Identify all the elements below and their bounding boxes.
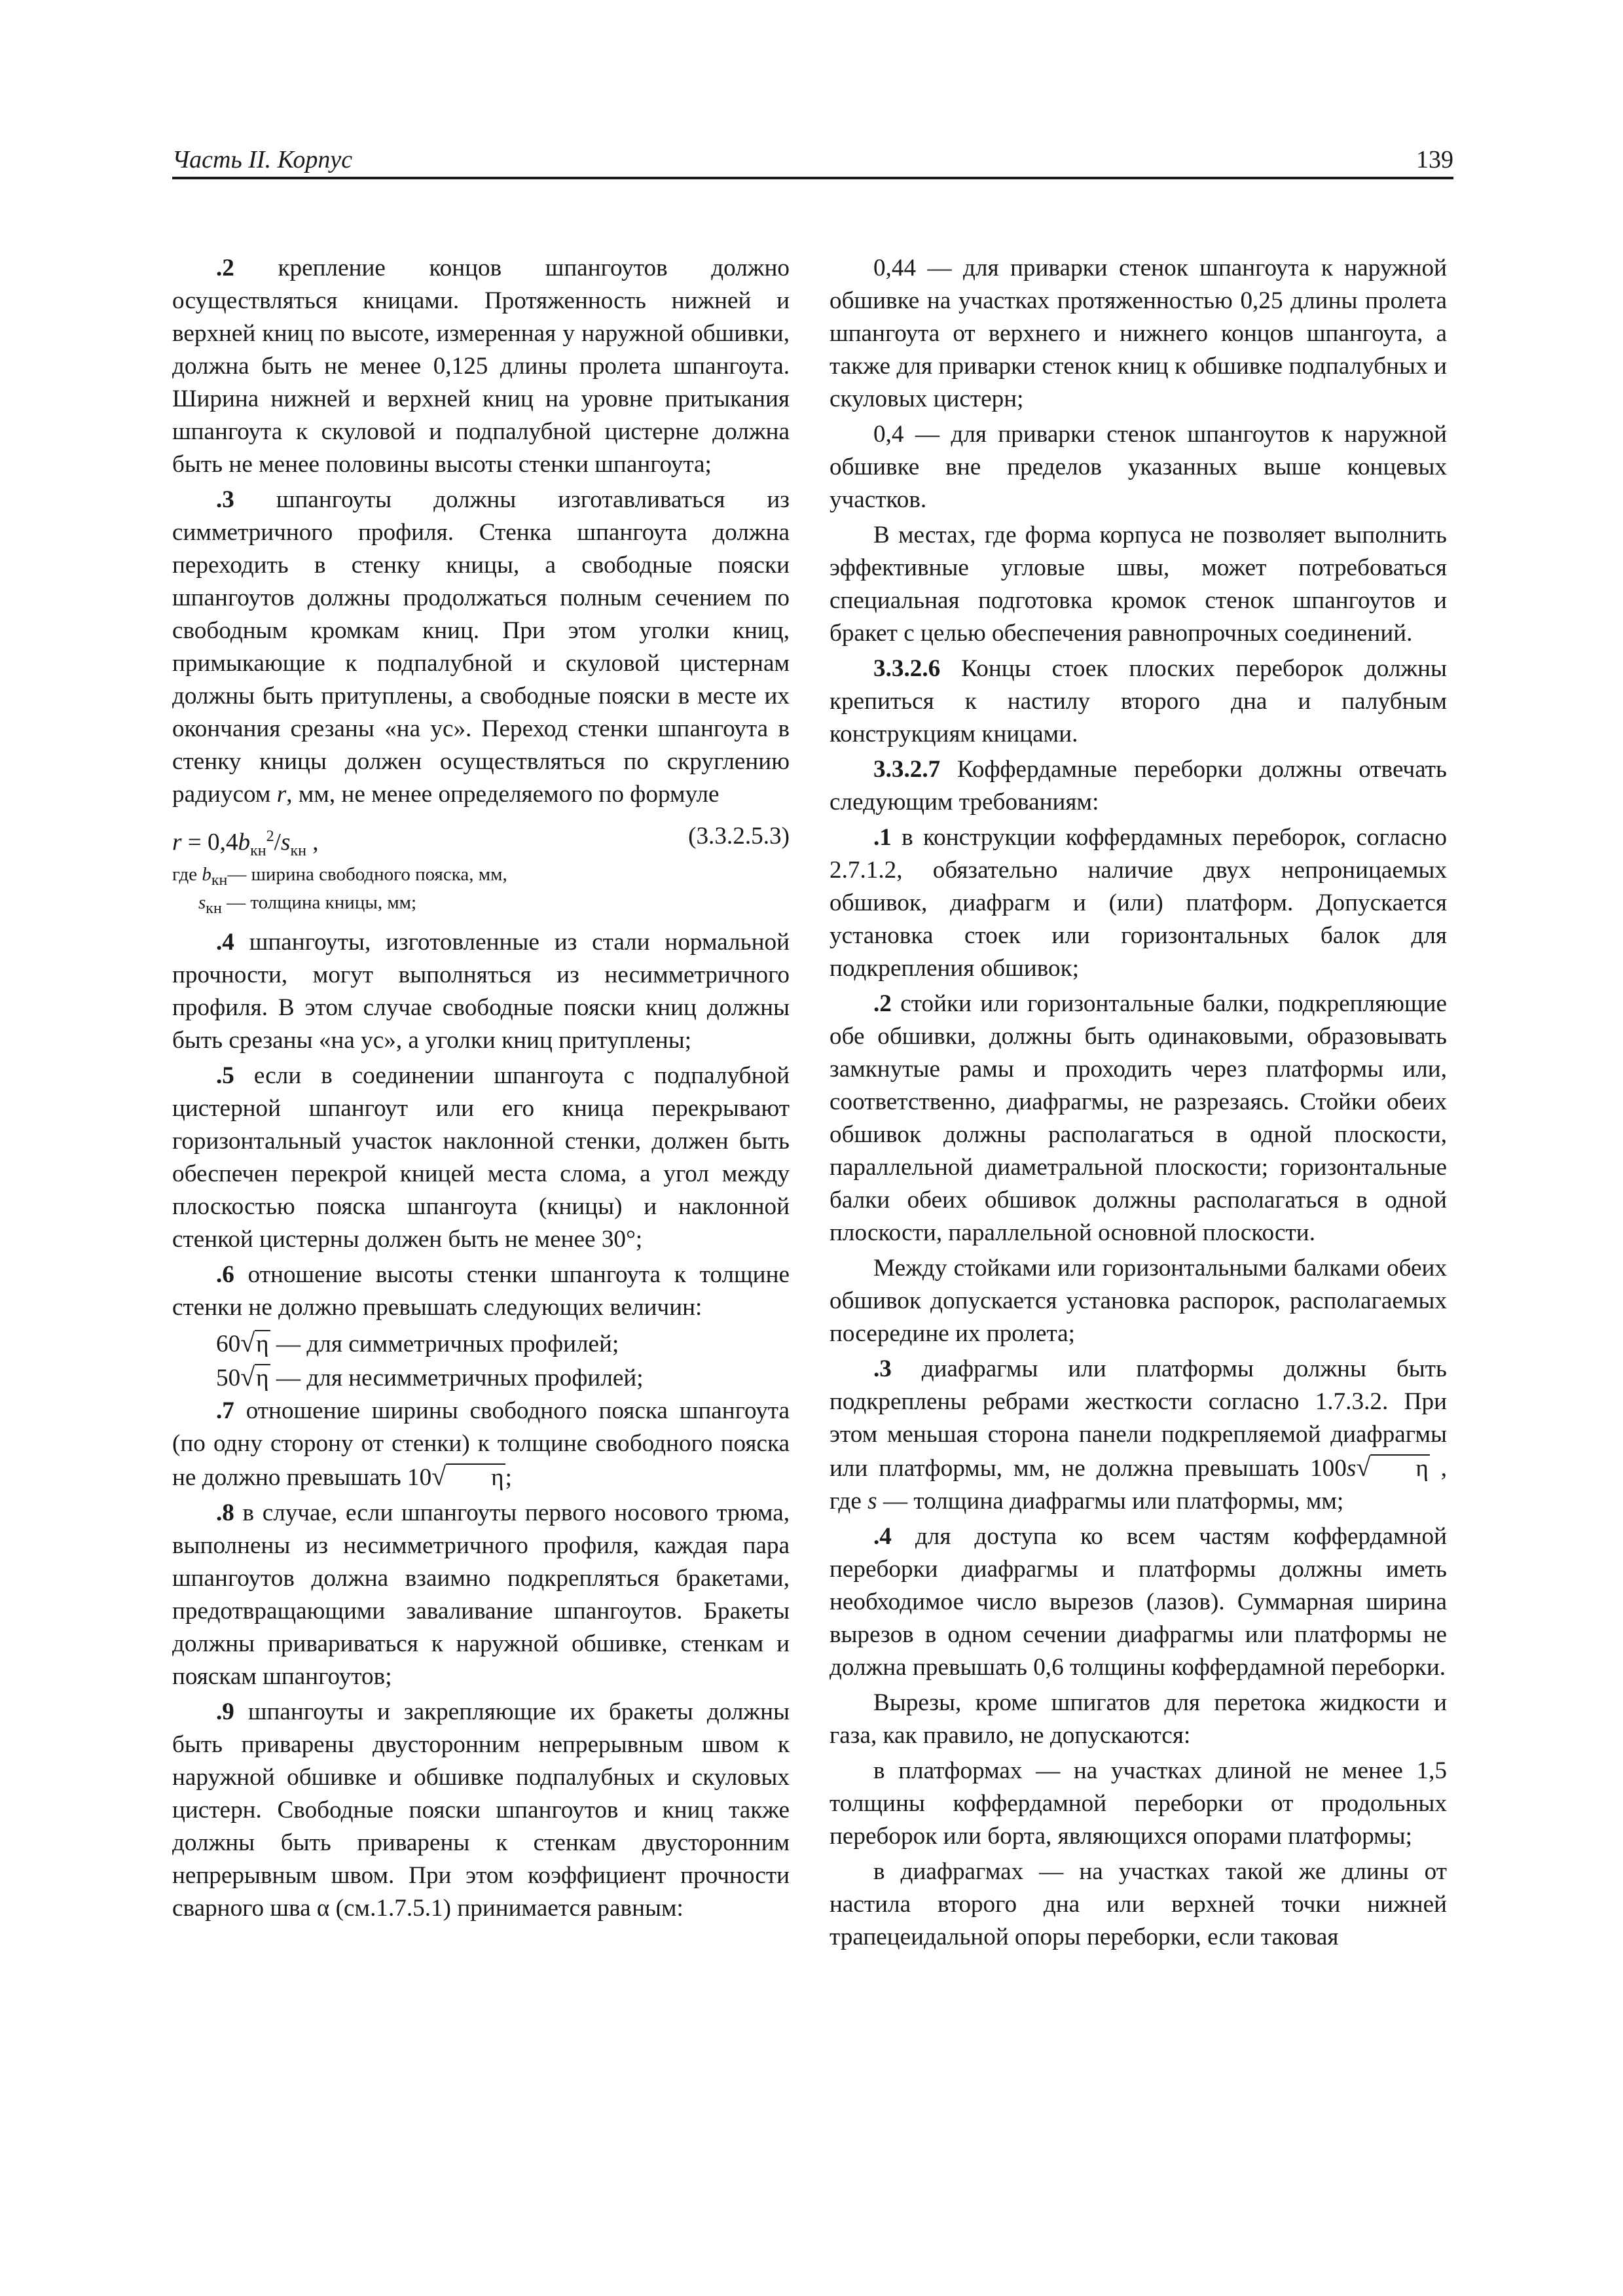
ratio-text: — для несимметричных профилей; xyxy=(270,1364,644,1391)
paragraph-text: отношение высоты стенки шпангоута к толщине стенки не должно превышать следующих величин: xyxy=(172,1261,790,1321)
paragraph-r12: в платформах — на участках длиной не менее 1,5 толщины коффердамной переборки от продольных переборок или борта, являющихся опорами платформы; xyxy=(830,1757,1447,1850)
item-number: .3 xyxy=(873,1355,892,1382)
paragraph-text: , где xyxy=(830,1455,1447,1515)
paragraph-r-4 xyxy=(830,1520,1447,1684)
sqrt-radicand: η xyxy=(256,1364,269,1391)
paragraph-4 xyxy=(172,926,790,1057)
item-number: .6 xyxy=(216,1261,234,1288)
section-number: 3.3.2.6 xyxy=(873,655,941,682)
paragraph-text: в конструкции коффердамных переборок, согласно 2.7.1.2, обязательно наличие двух непроницаемых обшивок, диафрагм и (или) платформ. Допускается установка стоек или горизонтальных балок для подкрепления обшивок; xyxy=(830,824,1447,982)
paragraph-text: , мм, не менее определяемого по формуле xyxy=(286,781,720,808)
ratio-text: — для симметричных профилей; xyxy=(270,1330,619,1357)
legend-text: — толщина кницы, мм; xyxy=(221,891,417,913)
paragraph-r11: Вырезы, кроме шпигатов для перетока жидкости и газа, как правило, не допускаются: xyxy=(830,1689,1447,1749)
formula-sub: кн xyxy=(250,842,266,859)
paragraph-text: стойки или горизонтальные балки, подкрепляющие обе обшивки, должны быть одинаковыми, образовывать замкнутые рамы и проходить через платформы или, соответственно, диафрагмы, не разрезаясь. Стойки обеих обшивок должны располагаться в одной плоскости, параллельной диаметральной плоскости; горизонтальные балки обеих обшивок должны располагаться в одной плоскости, параллельной основной плоскости. xyxy=(830,990,1447,1246)
formula-var-b: b xyxy=(238,829,251,856)
formula-3-3-2-5-3 xyxy=(172,820,790,857)
formula-sup: 2 xyxy=(266,828,274,845)
paragraph-text: в случае, если шпангоуты первого носового трюма, выполнены из несимметричного профиля, каждая пара шпангоутов должна взаимно подкрепляться бракетами, предотвращающими заваливание шпангоутов. Бракеты должны привариваться к наружной обшивке, стенкам и пояскам шпангоутов; xyxy=(172,1499,790,1690)
ratio-value: 50 xyxy=(216,1364,241,1391)
item-number: .5 xyxy=(216,1062,234,1089)
paragraph-7 xyxy=(172,1395,790,1494)
ratio-line-60 xyxy=(172,1327,790,1361)
formula-number: (3.3.2.5.3) xyxy=(688,823,790,850)
item-number: .9 xyxy=(216,1698,234,1725)
formula-expression xyxy=(172,820,319,867)
formula-sub: кн xyxy=(290,842,306,859)
paragraph-8 xyxy=(172,1497,790,1693)
legend-prefix: где xyxy=(172,864,202,885)
sqrt-icon: √ xyxy=(1356,1452,1371,1482)
section-number: 3.3.2.7 xyxy=(873,756,941,783)
item-number: .1 xyxy=(873,824,892,851)
sqrt-icon: √ xyxy=(240,1327,255,1357)
legend-line xyxy=(172,891,790,920)
paragraph-text: диафрагмы или платформы должны быть подкреплены ребрами жесткости согласно 1.7.3.2. При этом меньшая сторона панели подкрепляемой диафрагмы или платформы, мм, не должна превышать 100 xyxy=(830,1355,1447,1482)
item-number: .4 xyxy=(873,1523,892,1550)
page-number: 139 xyxy=(1416,146,1453,173)
paragraph-r2: 0,4 — для приварки стенок шпангоутов к наружной обшивке вне пределов указанных выше концевых участков. xyxy=(830,421,1447,513)
sqrt-radicand: η xyxy=(446,1463,505,1491)
paragraph-text: ; xyxy=(505,1463,512,1491)
paragraph-5 xyxy=(172,1060,790,1256)
item-number: .3 xyxy=(216,486,234,513)
item-number: .2 xyxy=(873,990,892,1017)
section-title: Часть II. Корпус xyxy=(172,146,353,173)
ratio-line-50 xyxy=(172,1361,790,1395)
paragraph-r1: 0,44 — для приварки стенок шпангоута к наружной обшивке на участках протяженностью 0,25 длины пролета шпангоута от верхнего и нижнего концов шпангоута, а также для приварки стенок книц к обшивке подпалубных и скуловых цистерн; xyxy=(830,255,1447,412)
paragraph-2 xyxy=(172,252,790,481)
paragraph-r13: в диафрагмах — на участках такой же длины от настила второго дна или верхней точки нижней трапецеидальной опоры переборки, если таковая xyxy=(830,1858,1447,1950)
paragraph-3 xyxy=(172,484,790,811)
paragraph-text: отношение ширины свободного пояска шпангоута (по одну сторону от стенки) к толщине свободного пояска не должно превышать 10 xyxy=(172,1397,790,1491)
running-header xyxy=(172,145,1453,179)
paragraph-text: шпангоуты и закрепляющие их бракеты должны быть приварены двусторонним непрерывным швом к наружной обшивке и обшивке подпалубных и скуловых цистерн. Свободные пояски шпангоутов и книц также должны быть приварены к стенкам двусторонним непрерывным швом. При этом коэффициент прочности сварного шва α (см.1.7.5.1) принимается равным: xyxy=(172,1698,790,1922)
paragraph-text: шпангоуты, изготовленные из стали нормальной прочности, могут выполняться из несимметричного профиля. В этом случае свободные пояски книц должны быть срезаны «на ус», а уголки книц притуплены; xyxy=(172,928,790,1054)
paragraph-9 xyxy=(172,1696,790,1925)
paragraph-text: Концы стоек плоских переборок должны крепиться к настилу второго дна и палубным конструкциям кницами. xyxy=(830,655,1447,747)
formula-coef: = 0,4 xyxy=(181,829,238,856)
paragraph-3-3-2-7 xyxy=(830,753,1447,819)
formula-var-s: s xyxy=(281,829,291,856)
paragraph-6 xyxy=(172,1259,790,1324)
paragraph-text: Коффердамные переборки должны отвечать следующим требованиям: xyxy=(830,756,1447,816)
legend-sub: кн xyxy=(211,871,228,889)
sqrt-radicand: η xyxy=(1370,1454,1429,1482)
paragraph-r8: Между стойками или горизонтальными балками обеих обшивок допускается установка распорок, располагаемых посередине их пролета; xyxy=(830,1255,1447,1347)
legend-var: s xyxy=(198,891,206,913)
left-column xyxy=(172,252,790,1928)
legend-sub: кн xyxy=(206,899,222,917)
item-number: .7 xyxy=(216,1397,234,1424)
paragraph-r-1 xyxy=(830,821,1447,985)
variable-s: s xyxy=(1346,1455,1357,1482)
paragraph-r3: В местах, где форма корпуса не позволяет выполнить эффективные угловые швы, может потребоваться специальная подготовка кромок стенок шпангоутов и бракет с целью обеспечения равнопрочных соединений. xyxy=(830,522,1447,647)
ratio-value: 60 xyxy=(216,1330,241,1357)
paragraph-text: шпангоуты должны изготавливаться из симметричного профиля. Стенка шпангоута должна переходить в стенку кницы, а свободные пояски шпангоутов должны продолжаться полным сечением по свободным кромкам книц. При этом уголки книц, примыкающие к подпалубной и скуловой цистернам должны быть притуплены, а свободные пояски в месте их окончания срезаны «на ус». Переход стенки шпангоута в стенку кницы должен осуществляться по скруглению радиусом xyxy=(172,486,790,808)
paragraph-3-3-2-6 xyxy=(830,653,1447,751)
header-rule xyxy=(172,177,1453,179)
formula-tail: , xyxy=(306,829,319,856)
paragraph-text: для доступа ко всем частям коффердамной переборки диафрагмы и платформы должны иметь необходимое число вырезов (лазов). Суммарная ширина вырезов в одном сечении диафрагмы или платформы не должна превышать 0,6 толщины коффердамной переборки. xyxy=(830,1523,1447,1681)
sqrt-radicand: η xyxy=(256,1330,269,1357)
item-number: .8 xyxy=(216,1499,234,1526)
variable-s: s xyxy=(867,1488,877,1515)
legend-text: — ширина свободного пояска, мм, xyxy=(227,864,507,885)
variable-r: r xyxy=(276,781,287,808)
legend-var: b xyxy=(202,864,211,885)
legend-line xyxy=(172,863,790,891)
paragraph-r-2 xyxy=(830,988,1447,1249)
sqrt-icon: √ xyxy=(240,1361,255,1391)
sqrt-icon: √ xyxy=(431,1461,447,1491)
paragraph-r-3 xyxy=(830,1353,1447,1518)
formula-var-r: r xyxy=(172,829,182,856)
right-column xyxy=(830,252,1447,1956)
item-number: .2 xyxy=(216,255,234,281)
formula-slash: / xyxy=(274,829,281,856)
paragraph-text: — толщина диафрагмы или платформы, мм; xyxy=(877,1488,1344,1515)
paragraph-text: если в соединении шпангоута с подпалубной цистерной шпангоут или его кница перекрывают горизонтальный участок наклонной стенки, должен быть обеспечен перекрой кницей места слома, а угол между плоскостью пояска шпангоута (кницы) и наклонной стенкой цистерны должен быть не менее 30°; xyxy=(172,1062,790,1253)
item-number: .4 xyxy=(216,928,234,956)
paragraph-text: крепление концов шпангоутов должно осуществляться кницами. Протяженность нижней и верхней книц по высоте, измеренная у наружной обшивки, должна быть не менее 0,125 длины пролета шпангоута. Ширина нижней и верхней книц на уровне притыкания шпангоута к скуловой и подпалубной цистерне должна быть не менее половины высоты стенки шпангоута; xyxy=(172,255,790,478)
formula-legend xyxy=(172,863,790,920)
